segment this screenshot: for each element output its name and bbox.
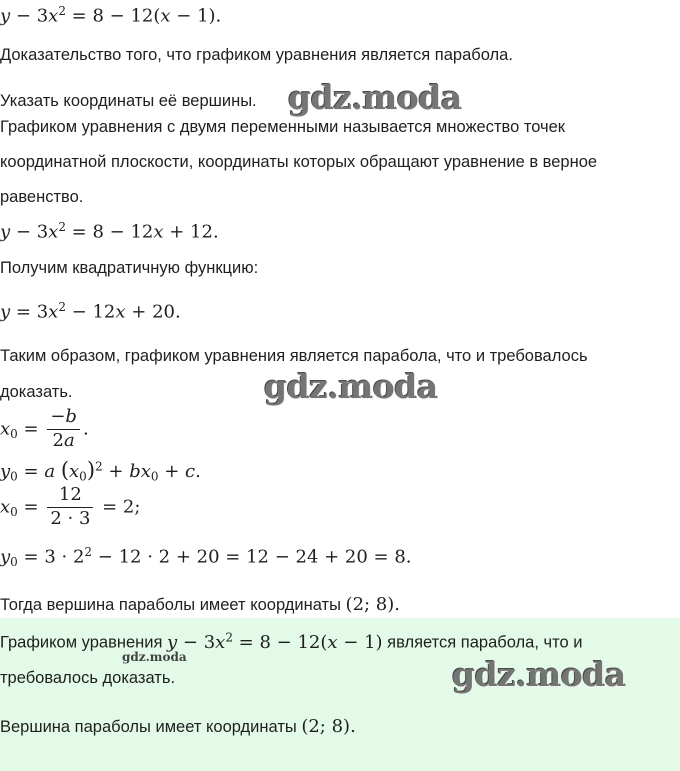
task-prove-text: Доказательство того, что графиком уравнения является парабола. [0,46,513,64]
answer-vertex [0,716,356,737]
y0-value: $y_0 = 3 \cdot 2^2 - 12 \cdot 2 + 20 = 12 - 24 + 20 = 8$. [0,545,412,570]
answer-prefix: Графиком уравнения [0,633,163,652]
watermark-small: gdz.moda [122,650,187,664]
equation-quadratic: $y = 3x^2 - 12x + 20$. [0,300,181,323]
y0-formula: $y_0 = a$ $(x_0)^2 + bx_0 + c$. [0,458,201,484]
watermark-1: gdz.moda [288,78,462,117]
watermark-3: gdz.moda [452,655,626,694]
task-vertex-text: Указать координаты её вершины. [0,92,257,110]
definition-line-1: Графиком уравнения с двумя переменными называется множество точек [0,118,566,136]
quadratic-intro-text: Получим квадратичную функцию: [0,259,259,277]
answer-line-2: требовалось доказать. [0,669,176,687]
answer-equation: $y - 3x^2 = 8 - 12(x - 1)$ [167,630,383,653]
vertex-statement [0,594,400,615]
definition-line-3: равенство. [0,188,84,206]
watermark-2: gdz.moda [264,367,438,406]
answer-line-1 [0,630,582,653]
vertex-coords: (2; 8). [345,594,401,615]
definition-line-2: координатной плоскости, координаты которых обращают уравнение в верное [0,153,598,171]
equation-expanded: $y - 3x^2 = 8 - 12x + 12$. [0,220,219,243]
vertex-prefix: Тогда вершина параболы имеет координаты [0,596,341,614]
answer-vertex-prefix: Вершина параболы имеет координаты [0,718,297,736]
conclusion-line-1: Таким образом, графиком уравнения является парабола, что и требовалось [0,347,588,365]
x0-value: $x_0$ = $\frac{12}{2 \cdot 3}$ = 2; [0,484,141,529]
conclusion-line-2: доказать. [0,383,73,401]
equation-given: $y - 3x^2 = 8 - 12(x - 1)$. [0,4,222,27]
answer-suffix: является парабола, что и [387,633,583,652]
x0-formula: $x_0$ = $\frac{-b}{2a}$ . [0,406,89,451]
answer-vertex-coords: (2; 8). [301,716,356,737]
